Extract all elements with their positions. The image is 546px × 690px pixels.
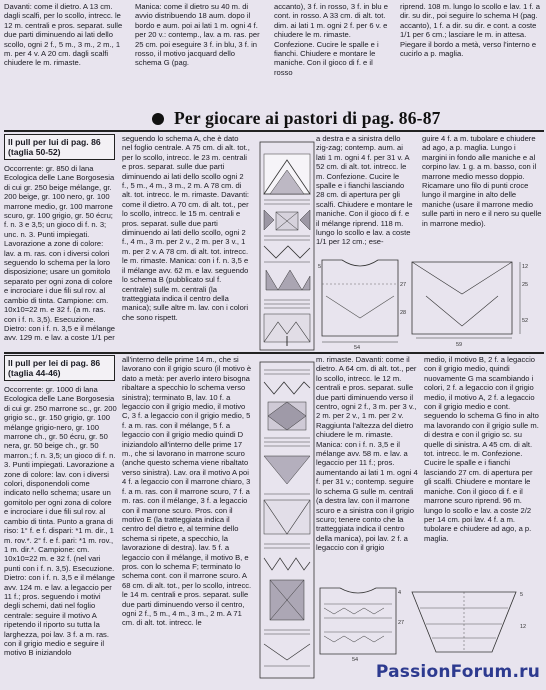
banner-title: Per giocare ai pastori di pag. 86-87 bbox=[174, 108, 441, 128]
top-column-4: riprend. 108 m. lungo lo scollo e lav. 1 f. a dir. su dir., poi seguire lo schema H (pag. accanto), 1 f. a dir. su dir. e cont. a coste 1/1 per 6 cm.; lasciare le m. in attesa. Piegare il bordo a metà, verso l'interno e cucirlo a p. maglia. bbox=[400, 2, 540, 59]
dimension-label: 59 bbox=[456, 342, 463, 348]
dimension-label: 5 bbox=[520, 592, 524, 598]
dimension-label: 4 bbox=[398, 590, 402, 596]
section1-column-1: Occorrente: gr. 850 di lana Ecologica delle Lane Borgosesia di cui gr. 250 beige mélange, gr. 200 beige, gr. 100 nero, gr. 100 marrone medio, gr. 100 marrone scuro, gr. 100 grigio, gr. 50 écru; f. n. 3 e 3,5; un gioco di f. n. 3; unc. n. 3. Punti impiegati. Lavorazione a zone di colore: lav. a m. ras. con i diversi colori seguendo lo schema per la loro disposizione; usare un gomitolo separato per ogni zona di colore e incrociare i due fili sul rov. al cambio di tinta. Campione: cm. 10x10=22 m. e 32 f. (a m. ras. con i f. n. 3,5). Esecuzione. Dietro: con i f. n. 3,5 e il mélange avv. 129 m. e lav. a coste 1/1 per bbox=[4, 164, 116, 343]
section1-title-box bbox=[4, 134, 115, 160]
dimension-label: 54 bbox=[354, 345, 361, 351]
dimension-label: 25 bbox=[522, 282, 529, 288]
dimension-label: 12 bbox=[520, 624, 527, 630]
section-rule bbox=[4, 352, 544, 354]
section2-column-4: medio, il motivo B, 2 f. a legaccio con il grigio medio, quindi nuovamente G ma scambiando i colori, 2 f. a legaccio con il grigio medio, il motivo A, 2 f. a legaccio con il grigio medio e cont. seguendo lo schema G fino in alto ma lavorando con il grigio sulle m. di destra e con il grigio sc. su quelle di sinistra. A 45 cm. di alt. tot. intrecc. le m. Confezione. Cucire le spalle e i fianchi lasciando 27 cm. di apertura per gli scalfi. Chiudere e montare le maniche. Con il gioco di f. e il marrone scuro riprend. 96 m. lungo lo scollo e lav. a coste 2/2 per 14 cm. poi lav. 4 f. a m. tubolare e chiudere ad ago, a p. maglia. bbox=[424, 355, 539, 543]
section2-column-1: Occorrente: gr. 1000 di lana Ecologica delle Lane Borgosesia di cui gr. 250 marrone sc., gr. 200 grigio sc., gr. 150 grigio, gr. 100 mélange grigio-nero, gr. 100 marrone ch., gr. 50 écru, gr. 50 nera, gr. 50 beige ch., gr. 50 marron.; f. n. 3,5; un gioco di f. n. 3. Punti impiegati. Lavorazione a zone di colore: lav. con i diversi colori, disponendoli come indicato nello schema; usare un gomitolo per ogni zona di colore e incrociare i due fili sul rov. al cambio di tinta. Punto a grana di riso: 1° f. e f. dispari: *1 m. dir., 1 m. rov.*. 2° f. e f. pari: *1 m. rov., 1 m. dir.*. Campione: cm. 10x10=22 m. e 32 f. (nel vari punti con i f. n. 3,5). Esecuzione. Dietro: con i f. n. 3,5 e il mélange avv. 124 m. e lav. a legaccio per 11 f.; pros. seguendo i motivi degli schemi, dati nel foglio centrale: seguire il motivo A ripetendo il riporto su tutta la larghezza, poi lav. 3 f. a m. ras. con il grigio medio e seguire il motivo B iniziandolo bbox=[4, 385, 117, 658]
section2-title: Il pull per lei di pag. 86 (taglia 44-46) bbox=[8, 358, 101, 378]
section1-title: Il pull per lui di pag. 86 (taglia 50-52) bbox=[8, 137, 101, 157]
dimension-label: 27 bbox=[398, 620, 405, 626]
section2-column-2: all'interno delle prime 14 m., che si lavorano con il grigio scuro (il motivo è dato a metà: per averlo intero bisogna ribaltare a specchio lo schema verso sinistra); terminato B, lav. 10 f. a legaccio con il grigio medio, il motivo C, 3 f. a legaccio con il grigio medio, 5 f. a m. ras. con il mélange, 5 f. a legaccio con il grigio medio quindi D iniziandolo all'interno delle prime 17 m., che si lavorano in marrone scuro (anche questo schema viene ribaltato verso sinistra). Lav. ora il motivo A poi 4 f. a legaccio con il marrone chiaro, 3 f. a m. ras. con il marrone scuro, 7 f. a m. ras. con il mélange, 3 f. a legaccio con il marrone scuro. Pros. con il motivo E (la tratteggiata indica il centro del dietro e, al termine dello schema si ripete, a specchio, la lavorazione di destra). lav. 5 f. a legaccio con il mélange, il motivo B, e pros. con lo schema F; terminato lo schema cont. con il marrone scuro. A 68 cm. di alt. tot., per lo scollo, intrecc. le 14 m. centrali e pros. separat. sulle due parti diminuendo verso il centro, ogni 2 f., 5 m., 4 m., 3 m., 2 m. A 71 cm. di alt. tot. intrecc. le bbox=[122, 355, 252, 628]
top-column-3: accanto), 3 f. in rosso, 3 f. in blu e cont. in rosso. A 33 cm. di alt. tot. dim. ai lati 1 m. ogni 2 f. per 6 v. e chiudere le m. rimaste. Confezione. Cucire le spalle e i fianchi. Chiudere e montare le maniche. Con il gioco di f. e il rosso bbox=[274, 2, 388, 77]
dimension-label: 54 bbox=[352, 657, 359, 662]
top-column-1: Davanti: come il dietro. A 13 cm. dagli scalfi, per lo scollo, intrecc. le 12 m. centrali e pros. separat. sulle due parti diminuendo ai lati dello scollo, ogni 2 f., 5 m., 3 m., 2 m., 1 m. per 4 v. A 20 cm. dagli scalfi chiudere le m. rimaste. bbox=[4, 2, 123, 68]
top-column-2: Manica: come il dietro su 40 m. di avvio distribuendo 18 aum. dopo il bordo e aum. poi ai lati 1 m. ogni 4 f. per 20 v.: contemp., lav. a m. ras. per 25 cm. poi eseguire 3 f. in blu, 3 f. in rosso, il motivo jacquard dello schema G (pag. bbox=[135, 2, 260, 68]
watermark: PassionForum.ru bbox=[375, 662, 540, 682]
section2-column-3: m. rimaste. Davanti: come il dietro. A 64 cm. di alt. tot., per lo scollo, intrecc. le 12 m. centrali e pros. separat. sulle due parti diminuendo verso il centro, ogni 2 f., 3 m. per 3 v., 2 m. per 2 v., 1 m. per 2 v. Raggiunta l'altezza del dietro chiudere le m. rimaste. Manica: con i f. n. 3,5 e il mélange avv. 58 m. e lav. a legaccio per 11 f.; pros. aumentando ai lati 1 m. ogni 4 f. per 31 v.; contemp. seguire lo schema G sulle m. centrali (a destra lav. con il marrone scuro e a sinistra con il grigio scuro; tenere conto che la tratteggiata indica il centro della manica), poi lav. 2 f. a legaccio con il grigio bbox=[316, 355, 418, 553]
dimension-label: 52 bbox=[522, 318, 529, 324]
sweater-back-jacquard-diagram bbox=[258, 360, 316, 680]
sweater-measurement-diagram-2 bbox=[316, 584, 542, 662]
sweater-measurement-diagram-1 bbox=[316, 256, 542, 352]
dimension-label: 27 bbox=[400, 282, 407, 288]
section1-column-3: a destra e a sinistra dello zig-zag; contemp. aum. ai lati 1 m. ogni 4 f. per 31 v. A 52 cm. di alt. tot. intrecc. le m. Confezione. Cucire le spalle e i fianchi lasciando 28 cm. di apertura per gli scalfi. Chiudere e montare le maniche. Con il gioco di f. e il mélange riprend. 118 m. lungo lo scollo e lav. a coste 1/1 per 12 cm.; ese- bbox=[316, 134, 413, 247]
banner-rule bbox=[4, 130, 544, 132]
section-banner bbox=[150, 108, 544, 130]
sun-ornament-icon bbox=[148, 110, 168, 128]
dimension-label: 5 bbox=[318, 264, 322, 270]
dimension-label: 28 bbox=[400, 310, 407, 316]
section1-column-4: guire 4 f. a m. tubolare e chiudere ad ago, a p. maglia. Lungo i margini in fondo alle maniche e al corpino lav. 1 g. a m. basso, con il marrone medio messo doppio. Ricamare uno filo di punti croce lungo il margine in alto delle maniche (usare il marrone medio sulle parti in nero e il nero su quelle in marrone medio). bbox=[422, 134, 542, 228]
dimension-label: 12 bbox=[522, 264, 529, 270]
section2-title-box bbox=[4, 355, 115, 381]
section1-column-2: seguendo lo schema A, che è dato nel foglio centrale. A 75 cm. di alt. tot., per lo scollo, intrecc. le 23 m. centrali e pros. separat. sulle due parti diminuendo ai lati dello scollo ogni 2 f., 5 m., 4 m., 3 m., 2 m. A 78 cm. di alt. tot. intrecc. le m. rimaste. Davanti: come il dietro. A 70 cm. di alt. tot., per lo scollo, intrecc. le 15 m. centrali e pros. separat. sulle due parti diminuendo ai lati dello scollo, ogni 2 f., 4 m., 3 m. per 2 v., 2 m. per 3 v., 1 m. per 2 v. A 78 cm. di alt. tot. intrecc. le m. rimaste. Manica: con i f. n. 3,5 e il mélange avv. 62 m. e lav. seguendo lo schema B (pubblicato sul f. centrale) sulle m. centrali (la tratteggiata indica il centro della manica); sulle altre m. lav. con i colori che sono rispett. bbox=[122, 134, 250, 322]
sweater-front-jacquard-diagram bbox=[258, 140, 316, 352]
